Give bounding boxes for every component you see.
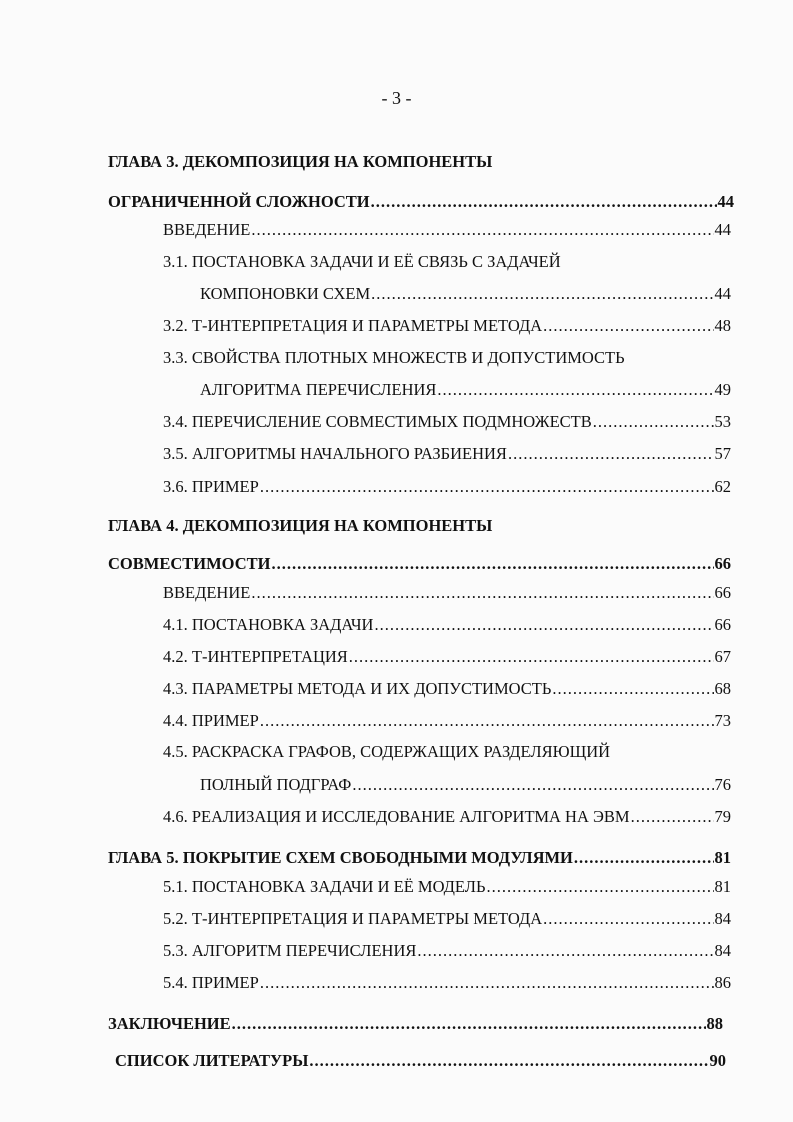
toc-leader	[309, 1051, 708, 1071]
toc-leader	[251, 583, 713, 603]
toc-entry	[163, 679, 731, 699]
toc-entry	[163, 877, 731, 897]
toc-leader	[374, 615, 713, 635]
toc-leader	[543, 316, 713, 336]
toc-page: 84	[714, 909, 731, 928]
toc-page: 62	[714, 477, 731, 496]
toc-leader	[232, 1014, 706, 1034]
toc-label: 4.3. ПАРАМЕТРЫ МЕТОДА И ИХ ДОПУСТИМОСТЬ	[163, 679, 552, 698]
toc-label: 3.3. СВОЙСТВА ПЛОТНЫХ МНОЖЕСТВ И ДОПУСТИМОСТЬ	[163, 348, 625, 367]
toc-page: 81	[714, 848, 731, 867]
toc-label: 5.1. ПОСТАНОВКА ЗАДАЧИ И ЕЁ МОДЕЛЬ	[163, 877, 486, 896]
toc-entry	[163, 444, 731, 464]
toc-entry	[163, 941, 731, 961]
toc-page: 44	[717, 192, 734, 211]
page-number: - 3 -	[381, 88, 412, 108]
toc-leader	[486, 877, 713, 897]
toc-leader	[508, 444, 714, 464]
toc-page: 88	[706, 1014, 723, 1033]
toc-entry	[163, 647, 731, 667]
toc-label: 4.4. ПРИМЕР	[163, 711, 259, 730]
toc-entry	[200, 284, 731, 304]
toc-label: ВВЕДЕНИЕ	[163, 220, 251, 239]
toc-leader	[260, 477, 714, 497]
toc-page: 44	[714, 284, 731, 303]
toc-label: 5.2. Т-ИНТЕРПРЕТАЦИЯ И ПАРАМЕТРЫ МЕТОДА	[163, 909, 543, 928]
toc-leader	[417, 941, 713, 961]
toc-label: 4.6. РЕАЛИЗАЦИЯ И ИССЛЕДОВАНИЕ АЛГОРИТМА НА ЭВМ	[163, 807, 630, 826]
toc-leader	[251, 220, 713, 240]
toc-label: ЗАКЛЮЧЕНИЕ	[108, 1014, 231, 1033]
toc-label: КОМПОНОВКИ СХЕМ	[200, 284, 371, 303]
toc-leader	[260, 973, 714, 993]
toc-label: 3.4. ПЕРЕЧИСЛЕНИЕ СОВМЕСТИМЫХ ПОДМНОЖЕСТВ	[163, 412, 592, 431]
toc-page: 66	[714, 583, 731, 602]
toc-leader	[593, 412, 714, 432]
toc-entry-chapter3	[108, 192, 734, 212]
toc-leader	[543, 909, 713, 929]
toc-page: 90	[709, 1051, 726, 1070]
toc-entry-references	[115, 1051, 726, 1071]
toc-page: 66	[714, 554, 731, 573]
toc-entry	[163, 477, 731, 497]
toc-leader	[352, 775, 713, 795]
toc-label: СОВМЕСТИМОСТИ	[108, 554, 271, 573]
toc-entry	[200, 775, 731, 795]
toc-leader	[437, 380, 713, 400]
toc-page: 84	[714, 941, 731, 960]
toc-label: 3.5. АЛГОРИТМЫ НАЧАЛЬНОГО РАЗБИЕНИЯ	[163, 444, 507, 463]
toc-page: 48	[714, 316, 731, 335]
toc-label: 5.3. АЛГОРИТМ ПЕРЕЧИСЛЕНИЯ	[163, 941, 417, 960]
toc-leader	[631, 807, 714, 827]
toc-entry	[163, 583, 731, 603]
toc-label: 3.1. ПОСТАНОВКА ЗАДАЧИ И ЕЁ СВЯЗЬ С ЗАДАЧЕЙ	[163, 252, 561, 271]
toc-entry	[163, 807, 731, 827]
toc-label: 5.4. ПРИМЕР	[163, 973, 259, 992]
toc-entry	[163, 316, 731, 336]
toc-page: 57	[714, 444, 731, 463]
toc-entry	[163, 711, 731, 731]
toc-leader	[260, 711, 714, 731]
toc-page: 73	[714, 711, 731, 730]
toc-page: 81	[714, 877, 731, 896]
toc-label: 4.2. Т-ИНТЕРПРЕТАЦИЯ	[163, 647, 348, 666]
toc-entry	[200, 380, 731, 400]
toc-label: АЛГОРИТМА ПЕРЕЧИСЛЕНИЯ	[200, 380, 437, 399]
toc-leader	[574, 848, 714, 868]
toc-leader	[552, 679, 713, 699]
toc-entry	[163, 615, 731, 635]
toc-page: 66	[714, 615, 731, 634]
toc-page: 67	[714, 647, 731, 666]
toc-leader	[271, 554, 713, 574]
toc-page: 49	[714, 380, 731, 399]
toc-entry-chapter5	[108, 848, 731, 868]
toc-label: ПОЛНЫЙ ПОДГРАФ	[200, 775, 352, 794]
toc-label: 3.6. ПРИМЕР	[163, 477, 259, 496]
toc-entry	[163, 973, 731, 993]
toc-label: ВВЕДЕНИЕ	[163, 583, 251, 602]
toc-label: 4.5. РАСКРАСКА ГРАФОВ, СОДЕРЖАЩИХ РАЗДЕЛЯЮЩИЙ	[163, 742, 611, 761]
chapter3-heading: ГЛАВА 3. ДЕКОМПОЗИЦИЯ НА КОМПОНЕНТЫ	[108, 152, 493, 171]
toc-page: 76	[714, 775, 731, 794]
toc-label: 4.1. ПОСТАНОВКА ЗАДАЧИ	[163, 615, 374, 634]
toc-leader	[371, 192, 717, 212]
chapter4-heading: ГЛАВА 4. ДЕКОМПОЗИЦИЯ НА КОМПОНЕНТЫ	[108, 516, 493, 535]
toc-label: ОГРАНИЧЕННОЙ СЛОЖНОСТИ	[108, 192, 370, 211]
toc-page: 44	[714, 220, 731, 239]
toc-entry	[163, 412, 731, 432]
toc-leader	[371, 284, 713, 304]
toc-entry	[163, 909, 731, 929]
toc-label: 3.2. Т-ИНТЕРПРЕТАЦИЯ И ПАРАМЕТРЫ МЕТОДА	[163, 316, 543, 335]
toc-page: 86	[714, 973, 731, 992]
toc-leader	[349, 647, 714, 667]
toc-entry-conclusion	[108, 1014, 723, 1034]
toc-label: ГЛАВА 5. ПОКРЫТИЕ СХЕМ СВОБОДНЫМИ МОДУЛЯМИ	[108, 848, 573, 867]
toc-page: 53	[714, 412, 731, 431]
toc-page: 79	[714, 807, 731, 826]
toc-entry-chapter4	[108, 554, 731, 574]
toc-page: 68	[714, 679, 731, 698]
toc-entry	[163, 220, 731, 240]
toc-label: СПИСОК ЛИТЕРАТУРЫ	[115, 1051, 309, 1070]
